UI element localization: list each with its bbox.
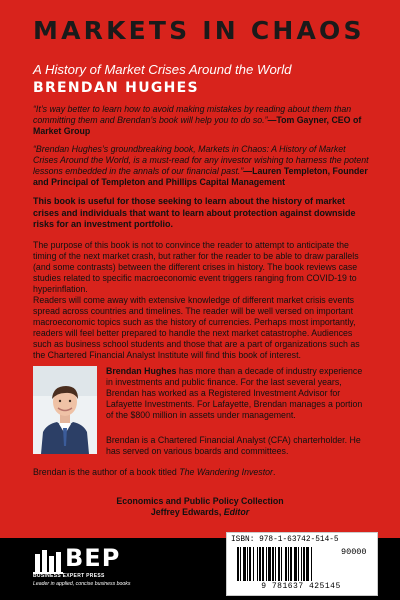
barcode-bar bbox=[311, 547, 312, 581]
book-title: MARKETS IN CHAOS bbox=[33, 16, 365, 45]
barcode-bar bbox=[243, 547, 246, 581]
endorsement-attribution: —Tom Gayner, CEO of Market Group bbox=[33, 115, 362, 136]
other-book-prefix: Brendan is the author of a book titled bbox=[33, 467, 180, 477]
highlight-statement: This book is useful for those seeking to learn about the history of market crises and individuals that want to learn about protection against downside risks for an investment portfolio. bbox=[33, 196, 356, 230]
price-code: 90000 bbox=[341, 547, 367, 557]
barcode-bar bbox=[281, 547, 282, 581]
publisher-logo-text: BEP bbox=[65, 544, 121, 572]
barcode-bar bbox=[257, 547, 258, 581]
barcode-bar bbox=[247, 547, 248, 581]
collection-editor bbox=[100, 507, 300, 518]
books-icon bbox=[33, 546, 63, 574]
barcode-bar bbox=[294, 547, 297, 581]
editor-role: Editor bbox=[221, 507, 250, 517]
barcode-bar bbox=[253, 547, 254, 581]
barcode-bar bbox=[301, 547, 302, 581]
endorsement-text: “It’s way better to learn how to avoid making mistakes by reading about them than committing them and Brendan’s book will help you to do so.” bbox=[33, 104, 352, 125]
publisher-name: BUSINESS EXPERT PRESS bbox=[33, 573, 105, 579]
other-book-line bbox=[33, 467, 371, 478]
barcode-bar bbox=[278, 547, 280, 581]
description-paragraph-2: Readers will come away with extensive knowledge of different market crisis events spread across countries and timelines. The reader will be well versed on important macroeconomic topics such as the history of currencies. Perhaps most importantly, readers will feel better prepared to handle the next market catastrophe. Audiences such as business school students and those that are a part of organizations such as the Chartered Financial Analyst Institute will find this book of interest. bbox=[33, 295, 360, 360]
endorsement-quote-2 bbox=[33, 144, 371, 188]
endorsement-text: “Brendan Hughes’s groundbreaking book, Markets in Chaos: A History of Market Crises Around the World, is a must-read for any investor wishing to harness the potent lessons embedded in the annals of our financial past.” bbox=[33, 144, 369, 176]
barcode-digits: 9 781637 425145 bbox=[261, 582, 341, 591]
editor-name: Jeffrey Edwards, bbox=[150, 507, 222, 517]
series-info bbox=[100, 496, 300, 518]
endorsement-attribution: —Lauren Templeton, Founder and Principal of Templeton and Phillips Capital Management bbox=[33, 166, 368, 187]
isbn-number: ISBN: 978-1-63742-514-5 bbox=[231, 536, 339, 544]
barcode-bar bbox=[298, 547, 299, 581]
barcode-bar bbox=[288, 547, 289, 581]
bio-text: has more than a decade of industry experience in investments and public finance. For the last several years, Brendan has worked as a Registered Investment Advisor for Lafayette Investments. For Lafayette, Brendan manages a portion of the $800 million in assets under management. bbox=[106, 366, 363, 420]
barcode-bar bbox=[290, 547, 292, 581]
author-photo bbox=[33, 366, 97, 454]
barcode-bar bbox=[240, 547, 241, 581]
endorsement-quote-1 bbox=[33, 104, 371, 137]
publisher-tagline: Leader in applied, concise business books bbox=[33, 581, 131, 587]
barcode-bar bbox=[268, 547, 271, 581]
barcode-icon bbox=[237, 547, 337, 581]
bio-author-name: Brendan Hughes bbox=[106, 366, 177, 376]
collection-name: Economics and Public Policy Collection bbox=[116, 496, 284, 506]
barcode-bar bbox=[306, 547, 309, 581]
barcode-bar bbox=[259, 547, 261, 581]
author-name: BRENDAN HUGHES bbox=[33, 80, 199, 96]
barcode-bar bbox=[266, 547, 267, 581]
other-book-suffix: . bbox=[272, 467, 276, 477]
barcode-bar bbox=[249, 547, 251, 581]
author-bio bbox=[106, 366, 370, 421]
barcode-bar bbox=[272, 547, 274, 581]
book-subtitle: A History of Market Crises Around the World bbox=[33, 62, 292, 77]
barcode-bar bbox=[237, 547, 239, 581]
barcode-block bbox=[226, 532, 378, 596]
author-bio-credentials: Brendan is a Chartered Financial Analyst (CFA) charterholder. He has served on various boards and committees. bbox=[106, 435, 361, 456]
barcode-bar bbox=[285, 547, 287, 581]
other-book-title: The Wandering Investor bbox=[179, 467, 273, 477]
barcode-bar bbox=[303, 547, 305, 581]
description-paragraph-1: The purpose of this book is not to convince the reader to attempt to anticipate the timing of the next market crash, but rather for the reader to be able to draw parallels (and some contrasts) between the different crises in history. The book reviews case studies related to specific macroeconomic event triggers ranging from COVID-19 to hyperinflation. bbox=[33, 240, 359, 294]
author-portrait-image bbox=[33, 366, 97, 454]
publisher-logo bbox=[33, 546, 163, 592]
barcode-bar bbox=[262, 547, 264, 581]
barcode-bar bbox=[275, 547, 276, 581]
